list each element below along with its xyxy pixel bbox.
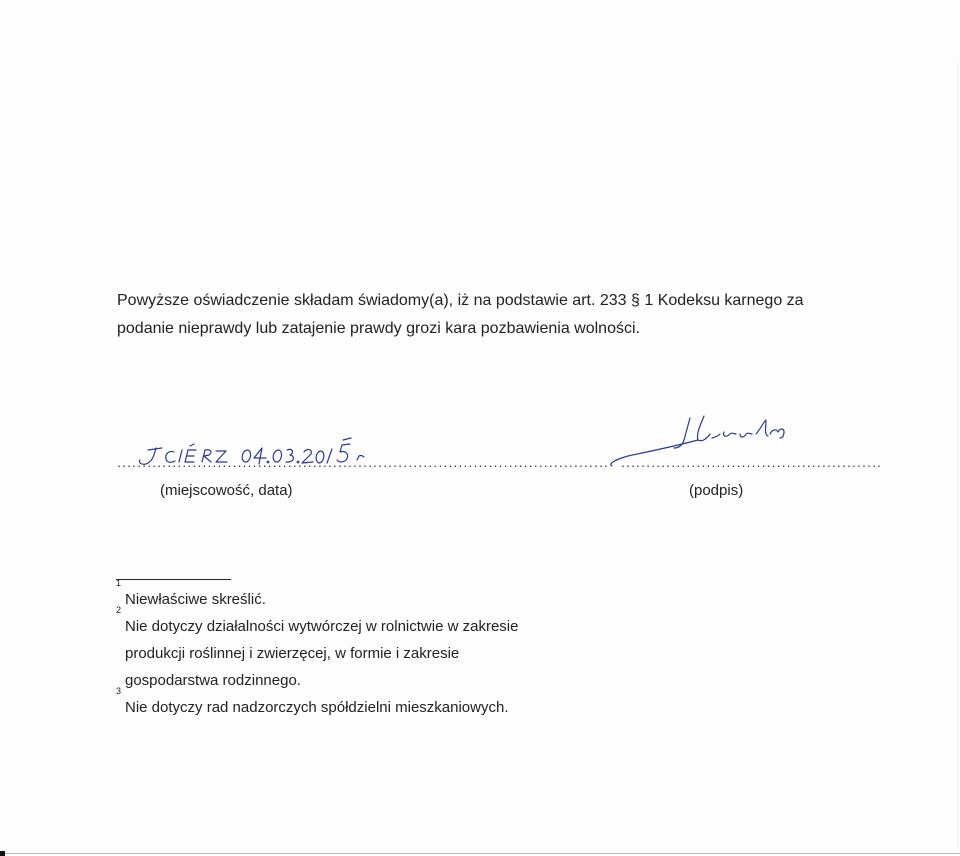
signature-caption: (podpis) — [689, 482, 744, 499]
statement-line-2: podanie nieprawdy lub zatajenie prawdy grozi kara pozbawienia wolności. — [117, 320, 640, 337]
place-date-caption: (miejscowość, data) — [160, 482, 293, 499]
footnote-text: Nie dotyczy rad nadzorczych spółdzielni mieszkaniowych. — [125, 699, 509, 716]
footnotes — [116, 578, 636, 721]
footnote-2 — [116, 605, 636, 694]
statement-paragraph — [117, 287, 837, 343]
footnote-marker: 3 — [116, 686, 122, 696]
place-date-field — [116, 430, 609, 510]
signature-field — [620, 430, 882, 510]
footnote-text: produkcji roślinnej i zwierzęcej, w formie i zakresie — [125, 645, 460, 662]
dotted-line: .................................................... — [620, 459, 882, 470]
footnote-marker: 2 — [116, 605, 122, 615]
scan-bottom-line — [0, 853, 960, 854]
footnote-text: Niewłaściwe skreślić. — [125, 591, 266, 608]
scan-corner-mark — [0, 851, 5, 856]
footnote-text: Nie dotyczy działalności wytwórczej w rolnictwie w zakresie — [125, 618, 519, 635]
footnote-text: gospodarstwa rodzinnego. — [125, 672, 301, 689]
scan-edge-shadow — [957, 60, 958, 850]
footnote-3 — [116, 686, 636, 721]
footnote-marker: 1 — [116, 578, 122, 588]
footnote-separator — [116, 579, 231, 580]
footnote-1 — [116, 578, 636, 613]
statement-line-1: Powyższe oświadczenie składam świadomy(a), iż na podstawie art. 233 § 1 Kodeksu karnego za — [117, 292, 804, 309]
dotted-line: .................................................................................................. — [116, 459, 609, 470]
